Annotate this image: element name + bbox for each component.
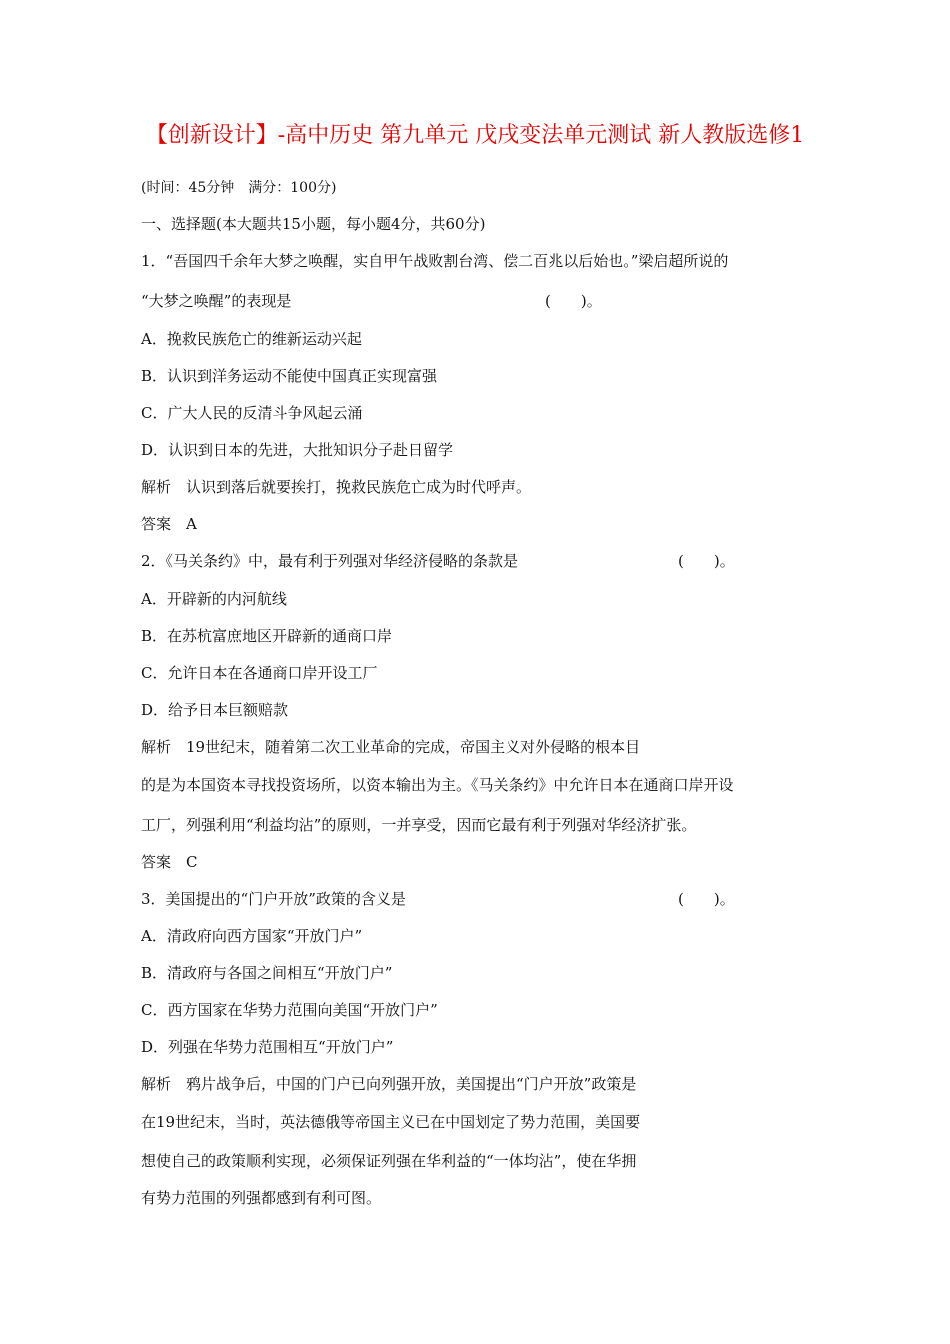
section-heading: 一、选择题(本大题共15小题，每小题4分，共60分) [141, 215, 486, 233]
question-1-option-c: C．广大人民的反清斗争风起云涌 [141, 404, 363, 422]
question-2-analysis-line-1: 解析 19世纪末，随着第二次工业革命的完成，帝国主义对外侵略的根本目 [141, 738, 641, 756]
document-title: 【创新设计】-高中历史 第九单元 戊戌变法单元测试 新人教版选修1 [145, 123, 805, 148]
question-3-analysis-line-4: 有势力范围的列强都感到有利可图。 [141, 1189, 382, 1207]
question-1-option-b: B．认识到洋务运动不能使中国真正实现富强 [141, 367, 438, 385]
question-2-option-d: D．给予日本巨额赔款 [141, 701, 289, 719]
question-1-stem-line-1: 1．“吾国四千余年大梦之唤醒，实自甲午战败割台湾、偿二百兆以后始也。”梁启超所说的 [141, 252, 729, 270]
question-3-stem: 3．美国提出的“门户开放”政策的含义是 [141, 890, 406, 908]
question-2-answer-blank: ( )。 [678, 552, 735, 570]
question-2-option-a: A．开辟新的内河航线 [141, 590, 287, 608]
question-1-analysis: 解析 认识到落后就要挨打，挽救民族危亡成为时代呼声。 [141, 478, 532, 496]
question-3-answer-blank: ( )。 [678, 890, 735, 908]
question-2-analysis-line-3: 工厂，列强利用“利益均沾”的原则，一并享受，因而它最有利于列强对华经济扩张。 [141, 816, 697, 834]
question-1-option-a: A．挽救民族危亡的维新运动兴起 [141, 330, 362, 348]
question-2-option-b: B．在苏杭富庶地区开辟新的通商口岸 [141, 627, 393, 645]
question-3-analysis-line-3: 想使自己的政策顺利实现，必须保证列强在华利益的“一体均沾”，使在华拥 [141, 1152, 637, 1170]
question-3-option-c: C．西方国家在华势力范围向美国“开放门户” [141, 1001, 438, 1019]
question-3-analysis-line-1: 解析 鸦片战争后，中国的门户已向列强开放，美国提出“门户开放”政策是 [141, 1075, 637, 1093]
question-3-option-a: A．清政府向西方国家“开放门户” [141, 927, 363, 945]
question-2-answer: 答案 C [141, 853, 198, 871]
question-2-option-c: C．允许日本在各通商口岸开设工厂 [141, 664, 378, 682]
question-1-option-d: D．认识到日本的先进，大批知识分子赴日留学 [141, 441, 454, 459]
question-2-stem: 2．《马关条约》中，最有利于列强对华经济侵略的条款是 [141, 552, 519, 570]
question-1-answer: 答案 A [141, 515, 197, 533]
question-1-answer-blank: ( )。 [545, 292, 602, 310]
question-1-stem-line-2: “大梦之唤醒”的表现是 [141, 292, 292, 310]
question-2-analysis-line-2: 的是为本国资本寻找投资场所，以资本输出为主。《马关条约》中允许日本在通商口岸开设 [141, 776, 734, 794]
question-3-analysis-line-2: 在19世纪末，当时，英法德俄等帝国主义已在中国划定了势力范围，美国要 [141, 1113, 641, 1131]
question-3-option-d: D．列强在华势力范围相互“开放门户” [141, 1038, 394, 1056]
question-3-option-b: B．清政府与各国之间相互“开放门户” [141, 964, 393, 982]
exam-meta: (时间：45分钟 满分：100分) [141, 180, 337, 196]
